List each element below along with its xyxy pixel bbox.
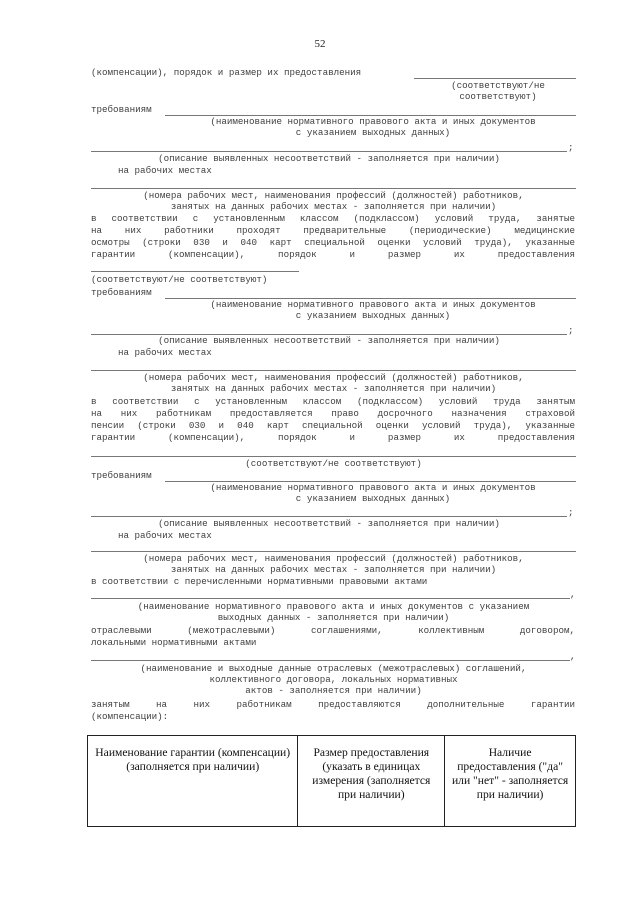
hint-line: актов - заполняется при наличии) <box>245 685 422 696</box>
blank-line <box>91 456 576 457</box>
text-line: на них работникам предоставляется право досрочного назначения страховой <box>91 408 575 419</box>
hint-line: с указанием выходных данных) <box>295 127 451 138</box>
text-line: пенсии (строки 030 и 040 карт специальной оценки условий труда), указанные <box>91 420 575 431</box>
hint-line: (номера рабочих мест, наименования профессий (должностей) работников, <box>143 553 524 564</box>
text-line: в соответствии с установленным классом (подклассом) условий труда, занятые <box>91 213 575 224</box>
text-line: требованиям <box>91 470 152 481</box>
text-line: на рабочих местах <box>118 530 212 541</box>
text-line: ; <box>568 325 574 336</box>
blank-line <box>91 188 576 189</box>
text-line: ; <box>568 142 574 153</box>
page-number: 52 <box>314 38 326 50</box>
blank-line <box>91 551 576 552</box>
hint-line: занятых на данных рабочих местах - заполняется при наличии) <box>170 201 497 212</box>
hint-line: с указанием выходных данных) <box>295 493 451 504</box>
text-line: гарантии (компенсации), порядок и размер их предоставления <box>91 249 575 260</box>
text-line: требованиям <box>91 104 152 115</box>
text-line: локальными нормативными актами <box>91 637 257 648</box>
hint-line: соответствуют) <box>459 91 537 102</box>
hint-line: занятых на данных рабочих местах - заполняется при наличии) <box>170 564 497 575</box>
blank-line <box>414 78 576 79</box>
hint-line: (наименование и выходные данные отраслевых (межотраслевых) соглашений, <box>140 663 527 674</box>
hint-line: выходных данных - заполняется при наличии) <box>217 612 450 623</box>
guarantees-table <box>87 735 576 827</box>
blank-line <box>91 660 570 661</box>
column-header-guarantee: Наименование гарантии (компенсации) (заполняется при наличии) <box>88 736 298 827</box>
hint-line: (описание выявленных несоответствий - заполняется при наличии) <box>158 153 500 164</box>
hint-line: (соответствуют/не соответствуют) <box>91 274 268 285</box>
blank-line <box>91 370 576 371</box>
hint-line: (описание выявленных несоответствий - заполняется при наличии) <box>158 518 500 529</box>
text-line: в соответствии с установленным классом (подклассом) условий труда занятым <box>91 396 575 407</box>
hint-line: (наименование нормативного правового акта и иных документов <box>210 482 536 493</box>
text-line: на рабочих местах <box>118 165 212 176</box>
hint-line: (соответствуют/не соответствуют) <box>245 458 422 469</box>
text-line: на рабочих местах <box>118 347 212 358</box>
hint-line: коллективного договора, локальных нормативных <box>209 674 458 685</box>
blank-line <box>91 271 299 272</box>
text-line: отраслевыми (межотраслевыми) соглашениями, коллективным договором, <box>91 625 575 636</box>
text-line: на них работники проходят предварительные (периодические) медицинские <box>91 225 575 236</box>
blank-line <box>91 516 567 517</box>
text-line: требованиям <box>91 287 152 298</box>
hint-line: (наименование нормативного правового акта и иных документов <box>210 116 536 127</box>
column-header-amount: Размер предоставления (указать в единицах измерения (заполняется при наличии) <box>298 736 445 827</box>
hint-line: (номера рабочих мест, наименования профессий (должностей) работников, <box>143 372 524 383</box>
hint-line: с указанием выходных данных) <box>295 310 451 321</box>
column-header-availability: Наличие предоставления ("да" или "нет" - заполняется при наличии) <box>445 736 576 827</box>
hint-line: (номера рабочих мест, наименования профессий (должностей) работников, <box>143 190 524 201</box>
text-line: в соответствии с перечисленными нормативными правовыми актами <box>91 576 428 587</box>
hint-line: занятых на данных рабочих местах - заполняется при наличии) <box>170 383 497 394</box>
hint-line: (описание выявленных несоответствий - заполняется при наличии) <box>158 335 500 346</box>
text-line: , <box>570 589 576 600</box>
text-line: ; <box>568 507 574 518</box>
text-line: занятым на них работникам предоставляются дополнительные гарантии <box>91 699 575 710</box>
text-line: (компенсации): <box>91 711 169 722</box>
hint-line: (соответствуют/не <box>451 80 545 91</box>
text-line: осмотры (строки 030 и 040 карт специальной оценки условий труда), указанные <box>91 237 575 248</box>
text-line: , <box>570 651 576 662</box>
table-header-row <box>88 736 576 827</box>
hint-line: (наименование нормативного правового акта и иных документов <box>210 299 536 310</box>
blank-line <box>91 598 570 599</box>
blank-line <box>91 151 567 152</box>
hint-line: (наименование нормативного правового акта и иных документов с указанием <box>137 601 530 612</box>
text-line: (компенсации), порядок и размер их предоставления <box>91 67 362 78</box>
text-line: гарантии (компенсации), порядок и размер их предоставления <box>91 432 575 443</box>
